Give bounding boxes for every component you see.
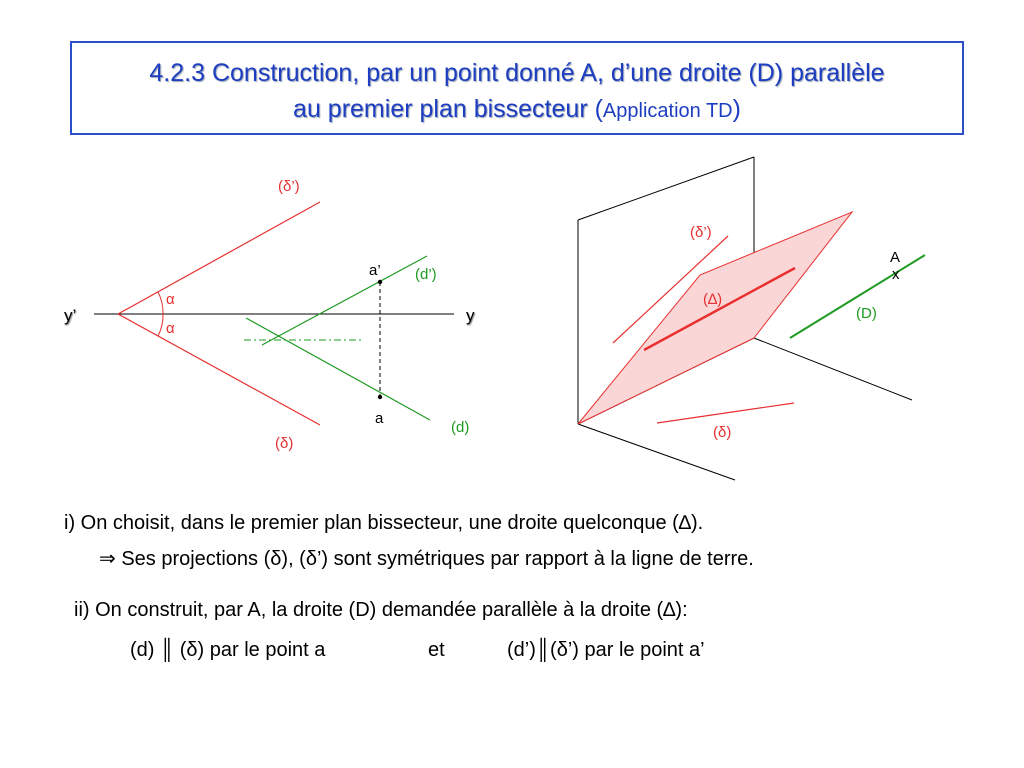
title-paren-open: ( xyxy=(587,95,603,123)
label-alpha-bottom: α xyxy=(166,320,175,337)
horizontal-plane-right-edge xyxy=(754,338,912,400)
title-subtitle: Application TD xyxy=(602,100,733,122)
label-y-prime: y’ xyxy=(64,306,77,325)
label-A-mark: x xyxy=(892,266,900,283)
angle-arc-bottom xyxy=(158,314,163,336)
label-delta-3d: (δ) xyxy=(713,424,732,441)
delta-prime-line xyxy=(118,202,320,314)
label-y: y xyxy=(466,306,475,325)
text-line-2: ⇒ Ses projections (δ), (δ’) sont symétriques par rapport à la ligne de terre. xyxy=(99,548,754,570)
d-line xyxy=(246,318,430,420)
angle-arc-top xyxy=(158,292,163,314)
label-a: a xyxy=(375,410,384,427)
label-Delta: (∆) xyxy=(703,291,723,308)
label-delta-prime: (δ’) xyxy=(278,178,300,195)
label-D: (D) xyxy=(856,305,877,322)
point-a xyxy=(378,395,382,399)
perspective-diagram xyxy=(578,157,925,480)
text-line-4-part-1: (d) ║ (δ) par le point a xyxy=(130,639,326,661)
title-line-1: 4.2.3 Construction, par un point donné A, d’une droite (D) parallèle xyxy=(149,59,885,87)
label-a-prime: a’ xyxy=(369,262,381,279)
d-prime-line xyxy=(262,256,427,345)
point-a-prime xyxy=(378,280,382,284)
D-line xyxy=(790,255,925,338)
title-line-2-main: au premier plan bissecteur xyxy=(293,95,588,123)
text-line-4-part-3: (d’)║(δ’) par le point a’ xyxy=(507,639,705,661)
text-line-4-part-2: et xyxy=(428,639,445,661)
delta-3d-line xyxy=(657,403,794,423)
label-d-prime: (d’) xyxy=(415,266,437,283)
horizontal-plane-front-edge xyxy=(578,424,735,480)
vertical-plane-top-edge xyxy=(578,157,754,220)
title-paren-close: ) xyxy=(732,95,741,123)
text-line-1: i) On choisit, dans le premier plan bissecteur, une droite quelconque (∆). xyxy=(64,512,704,534)
bisector-plane xyxy=(578,212,852,424)
label-d: (d) xyxy=(451,419,470,436)
label-delta: (δ) xyxy=(275,435,294,452)
label-A: A xyxy=(890,249,901,266)
text-line-3: ii) On construit, par A, la droite (D) demandée parallèle à la droite (∆): xyxy=(74,599,688,621)
epure-diagram xyxy=(64,178,475,452)
label-delta-prime-3d: (δ’) xyxy=(690,224,712,241)
label-alpha-top: α xyxy=(166,291,175,308)
